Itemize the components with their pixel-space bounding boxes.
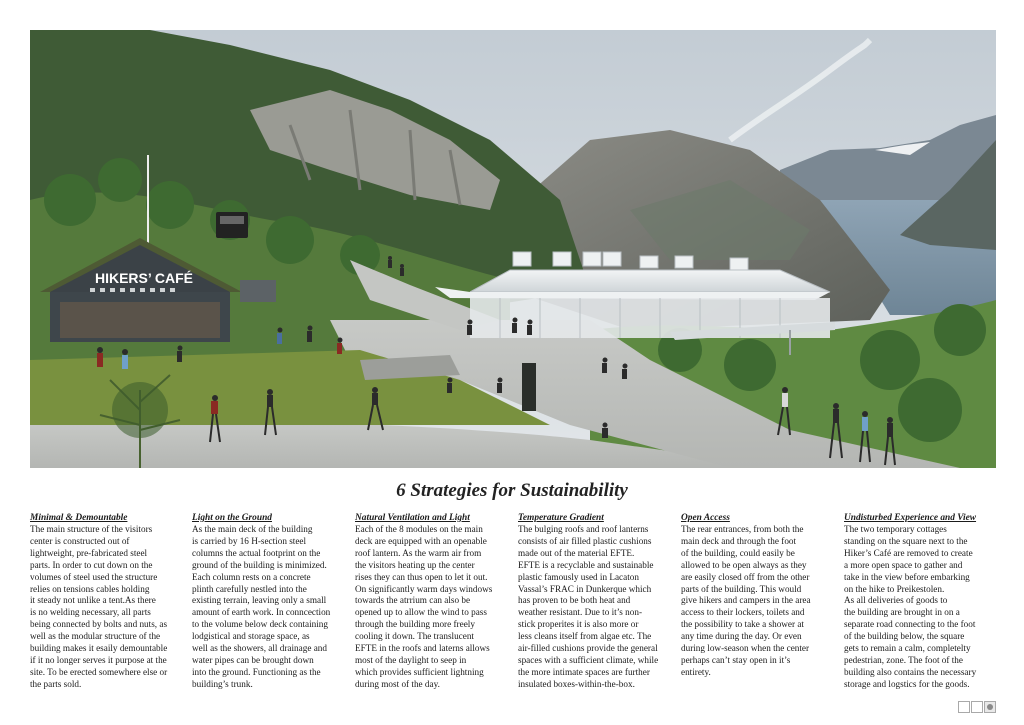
landscape-illustration [30, 30, 996, 468]
strategy-body: The two temporary cottages standing on the square next to the Hiker’s Café are removed to create a more open space to gather and take in the view before embarking on the hike to Preikestolen. As all deliveries of goods to the building are brought in on a separate road connecting to the foot of the building below, the square gets to remain a calm, completelty pedestrian, zone. The foot of the building also contains the necessary storage and logstics for the goods. [844, 524, 977, 689]
strategy-body: The rear entrances, from both the main deck and through the foot of the building, could easily be allowed to be open always as they are easily closed off from the other parts of the building. This would give hikers and campers in the area access to their lockers, toilets and the possibility to take a shower at any time during the day. Or even during low-season when the center perhaps can’t stay open in it’s entirety. [681, 524, 811, 677]
strategy-body: Each of the 8 modules on the main deck are equipped with an openable roof lantern. As the warm air from the visitors heating up the center rises they can thus open to let it out. On significantly warm days windows towards the atrrium can also be opened up to allow the wind to pass through the building more freely cooling it down. The translucent EFTE in the roofs and laterns allows most of the daylight to seep in which provides sufficient lightning during most of the day. [355, 524, 493, 689]
page-indicator [958, 701, 996, 713]
strategy-heading: Open Access [681, 513, 730, 523]
info-pillar [522, 363, 536, 411]
strategy-heading: Temperature Gradient [518, 513, 604, 523]
strategy-natural-ventilation [355, 512, 505, 691]
page-2-button[interactable] [971, 701, 983, 713]
page-3-button[interactable] [984, 701, 996, 713]
strategy-heading: Minimal & Demountable [30, 513, 128, 523]
page-1-button[interactable] [958, 701, 970, 713]
strategies-section [30, 512, 996, 702]
strategy-body: The bulging roofs and roof lanterns consists of air filled plastic cushions made out of the material EFTE. EFTE is a recyclable and sustainable plastic famously used in Lacaton Vassal’s FRAC in Dunkerque which has proven to be both heat and weather resistant. Due to it’s non- stick properites it is also more or less cleans itself from algae etc. The air-filled cushions provide the general spaces with a sufficient climate, while the more intimate spaces are further insulated boxes-within-the-box. [518, 524, 659, 689]
strategy-minimal-demountable [30, 512, 180, 691]
strategy-heading: Light on the Ground [192, 513, 272, 523]
hero-rendering [30, 30, 996, 468]
current-page-dot-icon [987, 704, 993, 710]
strategy-undisturbed-view [844, 512, 994, 691]
strategy-open-access [681, 512, 831, 679]
strategy-body: The main structure of the visitors center is constructed out of lightweight, pre-fabricated steel parts. In order to cut down on the volumes of steel used the structure relies on tensions cables holding it steady not unlike a tent.As there is no welding necessary, all parts being connected by bolts and nuts, as well as the modular structure of the building makes it esaily demountable if it no longer serves it purpose at the site. To be erected somewhere else or the parts sold. [30, 524, 168, 689]
cafe-sign: HIKERS’ CAFÉ [94, 270, 194, 286]
strategy-body: As the main deck of the building is carried by 16 H-section steel columns the actual footprint on the ground of the building is minimized. Each column rests on a concrete plinth carefully nestled into the existing terrain, leaving only a small amount of earth work. In conncection to the volume below deck containing lodgistical and storage space, as well as the showers, all drainage and water pipes can be brought down into the ground. Functioning as the building’s trunk. [192, 524, 331, 689]
page-title: 6 Strategies for Sustainability [396, 480, 628, 501]
strategy-light-on-the-ground [192, 512, 342, 691]
strategy-heading: Natural Ventilation and Light [355, 513, 470, 523]
strategy-heading: Undisturbed Experience and View [844, 513, 977, 523]
strategy-temperature-gradient [518, 512, 668, 691]
bus [216, 212, 248, 238]
